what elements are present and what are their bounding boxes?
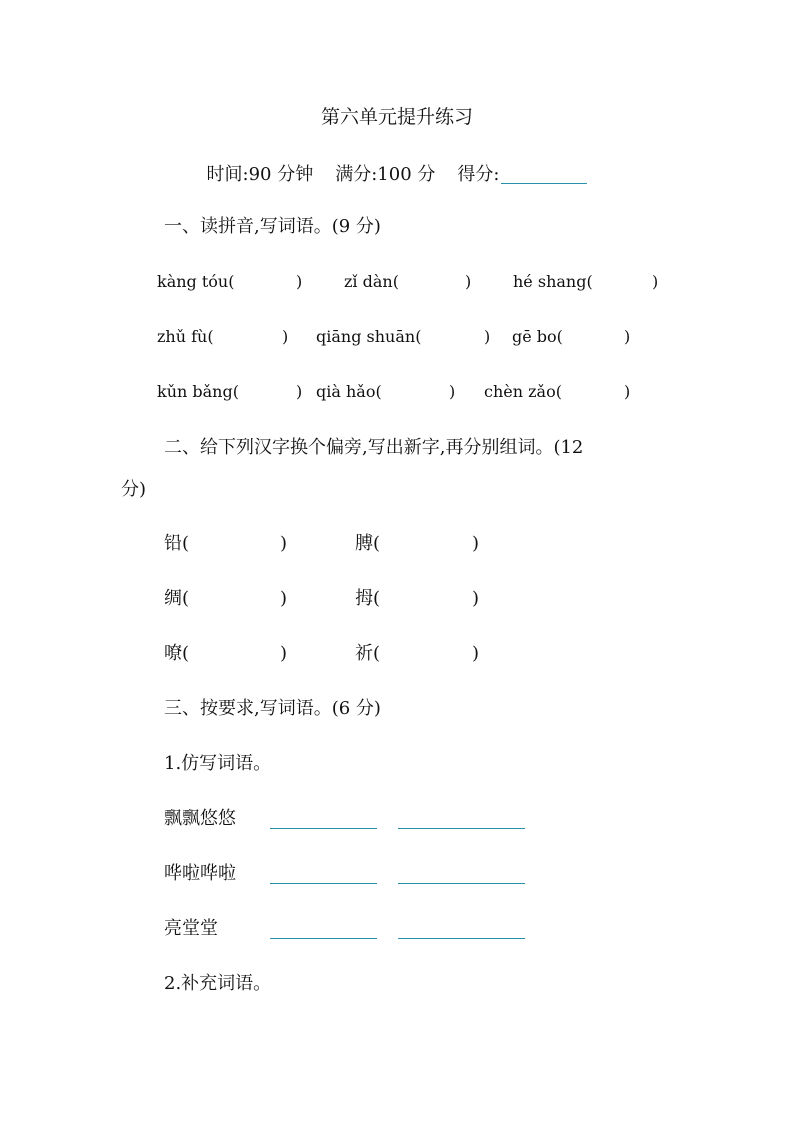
score-label: 得分: — [457, 164, 500, 185]
sub-question-2: 2.补充词语。 — [164, 973, 272, 994]
paren-close: ) — [280, 643, 288, 664]
pinyin-qiangshuan: qiāng shuān( — [316, 327, 422, 346]
pinyin-chenzao: chèn zǎo( — [484, 382, 562, 401]
answer-blank[interactable] — [270, 883, 377, 884]
paren-close: ) — [282, 327, 289, 346]
paren-close: ) — [296, 272, 303, 291]
paren-close: ) — [472, 588, 480, 609]
section2-heading-cont: 分) — [121, 479, 147, 500]
paren-close: ) — [280, 533, 288, 554]
answer-blank[interactable] — [270, 828, 377, 829]
answer-blank[interactable] — [398, 938, 525, 939]
full-score-info: 满分:100 分 — [335, 164, 436, 185]
char-qi: 祈( — [355, 643, 381, 664]
char-chou: 绸( — [164, 588, 190, 609]
pinyin-zhufu: zhǔ fù( — [157, 327, 214, 346]
section1-heading: 一、读拼音,写词语。(9 分) — [164, 216, 381, 237]
time-info: 时间:90 分钟 — [206, 164, 314, 185]
answer-blank[interactable] — [270, 938, 377, 939]
paren-close: ) — [484, 327, 491, 346]
pinyin-qiahao: qià hǎo( — [316, 382, 382, 401]
pinyin-gebo: gē bo( — [512, 327, 563, 346]
section2-heading: 二、给下列汉字换个偏旁,写出新字,再分别组词。(12 — [164, 437, 584, 458]
paren-close: ) — [472, 643, 480, 664]
char-bo: 膊( — [355, 533, 381, 554]
pinyin-kunbang: kǔn bǎng( — [157, 382, 239, 401]
pinyin-kangtou: kàng tóu( — [157, 272, 235, 291]
paren-close: ) — [472, 533, 480, 554]
sub-question-1: 1.仿写词语。 — [164, 753, 272, 774]
paren-close: ) — [624, 327, 631, 346]
score-blank[interactable] — [501, 163, 587, 184]
exam-meta — [0, 163, 794, 184]
char-liao: 嘹( — [164, 643, 190, 664]
example-word-3: 亮堂堂 — [164, 918, 218, 939]
paren-close: ) — [652, 272, 659, 291]
char-mu: 拇( — [355, 588, 381, 609]
paren-close: ) — [465, 272, 472, 291]
char-qian: 铅( — [164, 533, 190, 554]
paren-close: ) — [296, 382, 303, 401]
paren-close: ) — [280, 588, 288, 609]
paren-close: ) — [624, 382, 631, 401]
answer-blank[interactable] — [398, 883, 525, 884]
pinyin-heshang: hé shang( — [513, 272, 593, 291]
section3-heading: 三、按要求,写词语。(6 分) — [164, 698, 381, 719]
answer-blank[interactable] — [398, 828, 525, 829]
paren-close: ) — [449, 382, 456, 401]
pinyin-zidan: zǐ dàn( — [344, 272, 399, 291]
example-word-1: 飘飘悠悠 — [164, 808, 236, 829]
example-word-2: 哗啦哗啦 — [164, 863, 236, 884]
page-title: 第六单元提升练习 — [320, 106, 473, 128]
